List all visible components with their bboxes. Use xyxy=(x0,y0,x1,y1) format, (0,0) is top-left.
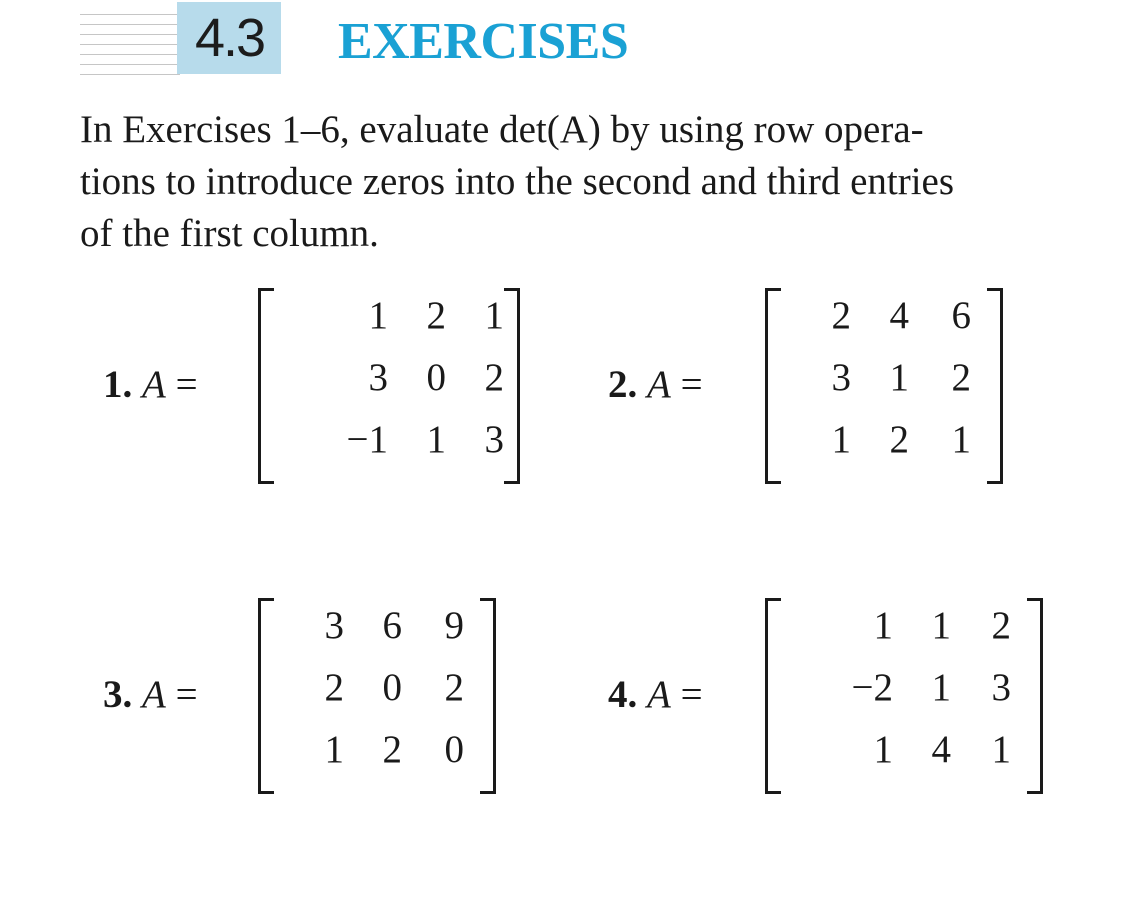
matrix-entry: −1 xyxy=(346,418,388,461)
matrix-entry: 6 xyxy=(382,604,402,647)
matrix-entry: 3 xyxy=(484,418,504,461)
matrix-entry: 0 xyxy=(382,666,402,709)
left-bracket xyxy=(765,288,781,484)
instructions-paragraph xyxy=(80,104,1100,260)
matrix-entry: 2 xyxy=(991,604,1011,647)
equals-sign: = xyxy=(175,363,198,406)
instructions-line: of the first column. xyxy=(80,212,379,255)
exercise-1-matrix xyxy=(258,288,520,484)
matrix-entry: 1 xyxy=(873,604,893,647)
matrix-variable: A xyxy=(142,363,166,406)
exercise-1-label xyxy=(103,361,198,409)
matrix-entry: 1 xyxy=(368,294,388,337)
matrix-entry: 9 xyxy=(444,604,464,647)
matrix-entry: 3 xyxy=(831,356,851,399)
instructions-line: In Exercises 1–6, evaluate det(A) by using row opera- xyxy=(80,108,924,151)
matrix-entry: 3 xyxy=(324,604,344,647)
matrix-entry: 1 xyxy=(931,666,951,709)
matrix-entry: 2 xyxy=(484,356,504,399)
exercise-3-matrix xyxy=(258,598,496,794)
left-bracket xyxy=(258,598,274,794)
matrix-entry: 1 xyxy=(951,418,971,461)
matrix-variable: A xyxy=(647,363,671,406)
section-title: EXERCISES xyxy=(338,13,629,70)
matrix-entry: 3 xyxy=(991,666,1011,709)
right-bracket xyxy=(504,288,520,484)
matrix-entry: 4 xyxy=(889,294,909,337)
matrix-entry: 2 xyxy=(426,294,446,337)
exercise-number: 4. xyxy=(608,673,638,716)
header-rule-lines xyxy=(80,14,180,76)
matrix-entry: 1 xyxy=(484,294,504,337)
exercise-4-matrix xyxy=(765,598,1043,794)
exercise-2-label xyxy=(608,361,703,409)
matrix-variable: A xyxy=(647,673,671,716)
matrix-entry: 1 xyxy=(426,418,446,461)
matrix-entry: 2 xyxy=(444,666,464,709)
matrix-entry: 1 xyxy=(831,418,851,461)
matrix-entry: 3 xyxy=(368,356,388,399)
matrix-variable: A xyxy=(142,673,166,716)
section-number: 4.3 xyxy=(195,8,265,68)
matrix-entry: 1 xyxy=(324,728,344,771)
matrix-entry: 0 xyxy=(444,728,464,771)
matrix-entry: 1 xyxy=(931,604,951,647)
exercise-number: 2. xyxy=(608,363,638,406)
matrix-entry: 2 xyxy=(382,728,402,771)
left-bracket xyxy=(258,288,274,484)
matrix-entry: 2 xyxy=(831,294,851,337)
left-bracket xyxy=(765,598,781,794)
matrix-entry: 1 xyxy=(889,356,909,399)
matrix-entry: 1 xyxy=(873,728,893,771)
matrix-entry: 2 xyxy=(951,356,971,399)
matrix-entry: −2 xyxy=(851,666,893,709)
matrix-entry: 4 xyxy=(931,728,951,771)
right-bracket xyxy=(987,288,1003,484)
matrix-entry: 0 xyxy=(426,356,446,399)
matrix-entry: 2 xyxy=(324,666,344,709)
equals-sign: = xyxy=(680,673,703,716)
matrix-entry: 2 xyxy=(889,418,909,461)
equals-sign: = xyxy=(175,673,198,716)
exercise-4-label xyxy=(608,671,703,719)
exercise-number: 3. xyxy=(103,673,133,716)
exercise-3-label xyxy=(103,671,198,719)
right-bracket xyxy=(480,598,496,794)
instructions-line: tions to introduce zeros into the second and third entries xyxy=(80,160,955,203)
matrix-entry: 6 xyxy=(951,294,971,337)
exercise-2-matrix xyxy=(765,288,1003,484)
exercise-number: 1. xyxy=(103,363,133,406)
matrix-entry: 1 xyxy=(991,728,1011,771)
equals-sign: = xyxy=(680,363,703,406)
right-bracket xyxy=(1027,598,1043,794)
